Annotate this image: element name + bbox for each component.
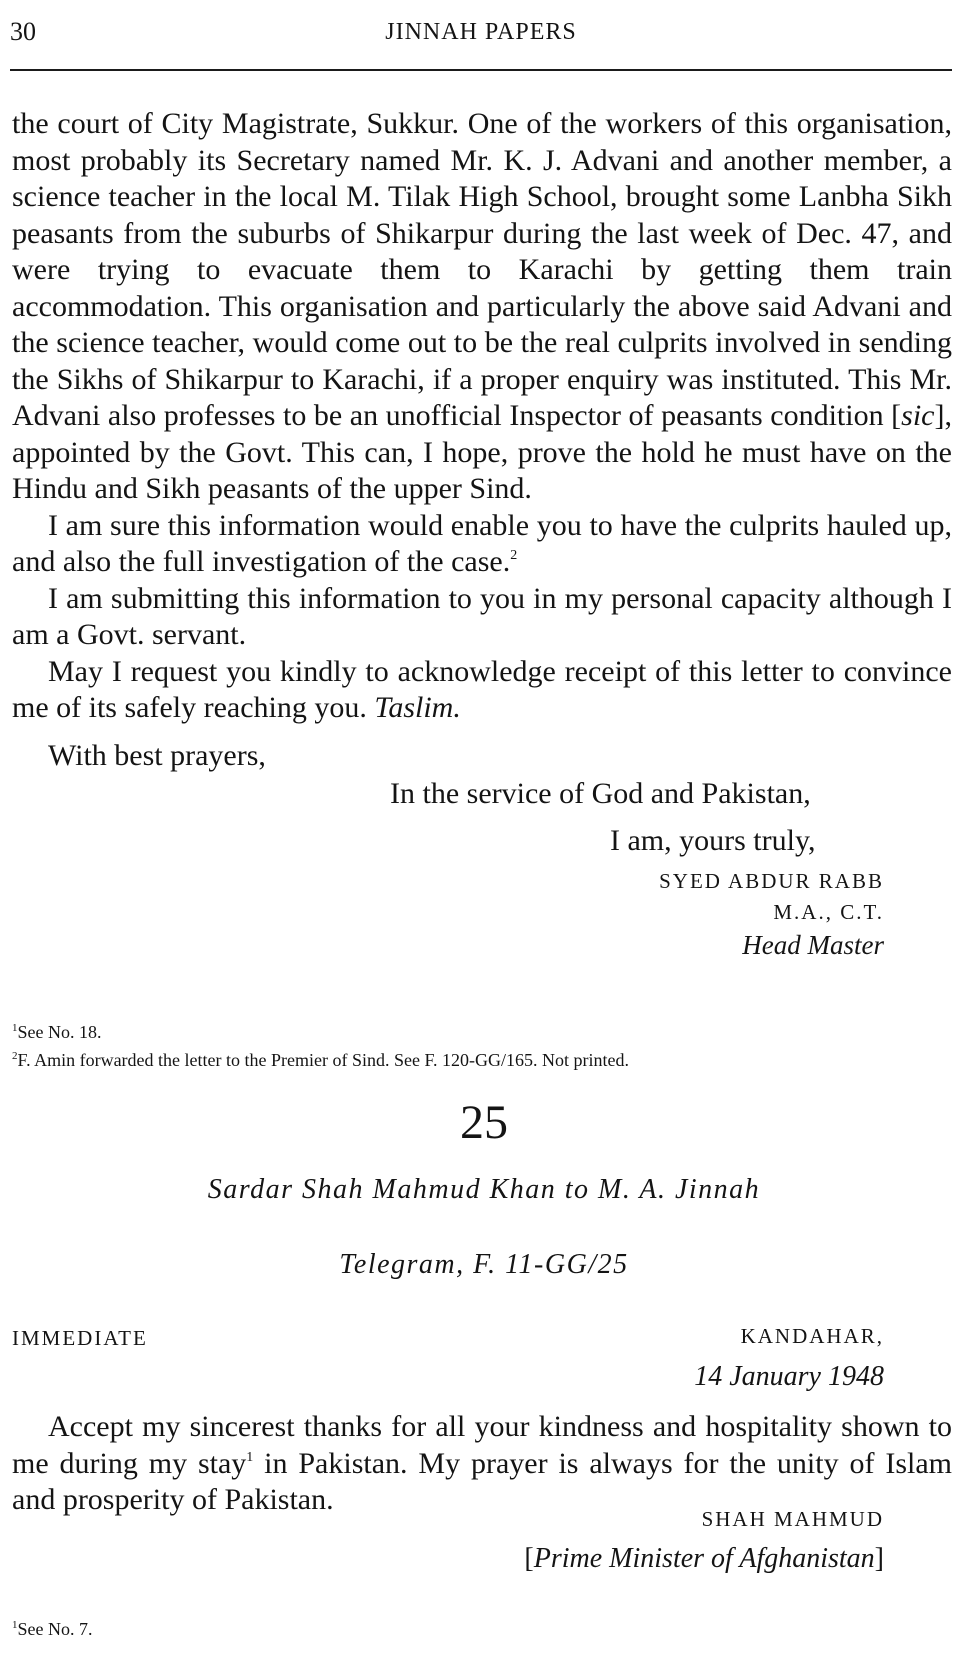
document-title: Sardar Shah Mahmud Khan to M. A. Jinnah	[207, 1174, 761, 1205]
paragraph-3-text: I am submitting this information to you in my personal capacity although I am a Govt. servant.	[12, 581, 952, 651]
signatory-name: SYED ABDUR RABB	[659, 869, 884, 893]
paragraph-4-text: May I request you kindly to acknowledge receipt of this letter to convince me of its safely reaching you.	[12, 654, 952, 724]
footnote-1-text: See No. 18.	[17, 1022, 102, 1042]
document-number: 25	[460, 1096, 508, 1149]
priority-label: IMMEDIATE	[12, 1326, 148, 1350]
footnote-2-mark: 2	[12, 1050, 18, 1062]
signatory-designation: Head Master	[742, 930, 884, 960]
telegram-text-part-1: Accept my sincerest thanks for all your kindness and hospitality shown to me during my stay	[12, 1410, 952, 1480]
letter-24-paragraph-4	[12, 654, 952, 727]
running-title: JINNAH PAPERS	[385, 19, 577, 45]
telegram-signatory: SHAH MAHMUD	[701, 1507, 884, 1531]
footnote-1-mark: 1	[12, 1022, 18, 1034]
telegram-paragraph	[12, 1409, 952, 1519]
header-rule	[10, 69, 952, 71]
service-line: In the service of God and Pakistan,	[390, 777, 811, 810]
footnotes-document-25	[12, 1616, 93, 1642]
paragraph-2-footnote-mark: 2	[510, 548, 518, 563]
letter-24-paragraph-2	[12, 508, 952, 581]
letter-24-body	[12, 106, 952, 727]
page-header	[10, 14, 952, 50]
paragraph-4-italic-taslim: Taslim.	[374, 691, 461, 724]
title-close-bracket: ]	[874, 1543, 884, 1574]
footnote-2	[12, 1046, 952, 1074]
closing-line: With best prayers,	[48, 739, 266, 772]
telegram-signatory-title	[524, 1542, 884, 1576]
telegram-text-part-2: in Pakistan. My prayer is always for the unity of Islam and prosperity of Pakistan.	[12, 1446, 952, 1516]
date-label: 14 January 1948	[694, 1361, 884, 1392]
paragraph-1-part-1: the court of City Magistrate, Sukkur. One of the workers of this organisation, most probably its Secretary named Mr. K. J. Advani and another member, a science teacher in the local M. Tilak High School, brought some Lanbha Sikh peasants from the suburbs of Shikarpur during the last week of Dec. 47, and were trying to evacuate them to Karachi by getting them train accommodation. This organisation and particularly the above said Advani and the science teacher, would come out to be the real culprits involved in sending the Sikhs of Shikarpur to Karachi, if a proper enquiry was instituted. This Mr. Advani also professes to be an unofficial Inspector of peasants condition [	[12, 107, 952, 432]
paragraph-1-part-3: ], appointed by the Govt. This can, I hope, prove the hold he must have on the Hindu and Sikh peasants of the upper Sind.	[12, 399, 952, 505]
footnotes-letter-24	[12, 1018, 952, 1074]
letter-24-paragraph-1	[12, 106, 952, 508]
footnote-bottom-mark: 1	[12, 1619, 18, 1631]
footnote-2-text: F. Amin forwarded the letter to the Premier of Sind. See F. 120-GG/165. Not printed.	[17, 1050, 630, 1070]
page-number: 30	[10, 17, 36, 46]
document-subtitle: Telegram, F. 11-GG/25	[339, 1249, 629, 1280]
signatory-qualification: M.A., C.T.	[773, 900, 884, 924]
paragraph-2-text: I am sure this information would enable you to have the culprits hauled up, and also the full investigation of the case.	[12, 508, 952, 578]
place-label: KANDAHAR,	[740, 1324, 884, 1348]
valediction-line: I am, yours truly,	[610, 824, 816, 857]
letter-24-closing-block	[12, 737, 952, 775]
telegram-signatory-role: Prime Minister of Afghanistan	[533, 1543, 875, 1574]
footnote-bottom-text: See No. 7.	[17, 1619, 93, 1639]
telegram-body	[12, 1409, 952, 1519]
letter-24-paragraph-3	[12, 581, 952, 654]
telegram-footnote-mark: 1	[246, 1449, 254, 1465]
footnote-1	[12, 1018, 952, 1046]
paragraph-1-italic-sic: sic	[901, 399, 935, 432]
title-open-bracket: [	[524, 1543, 534, 1574]
